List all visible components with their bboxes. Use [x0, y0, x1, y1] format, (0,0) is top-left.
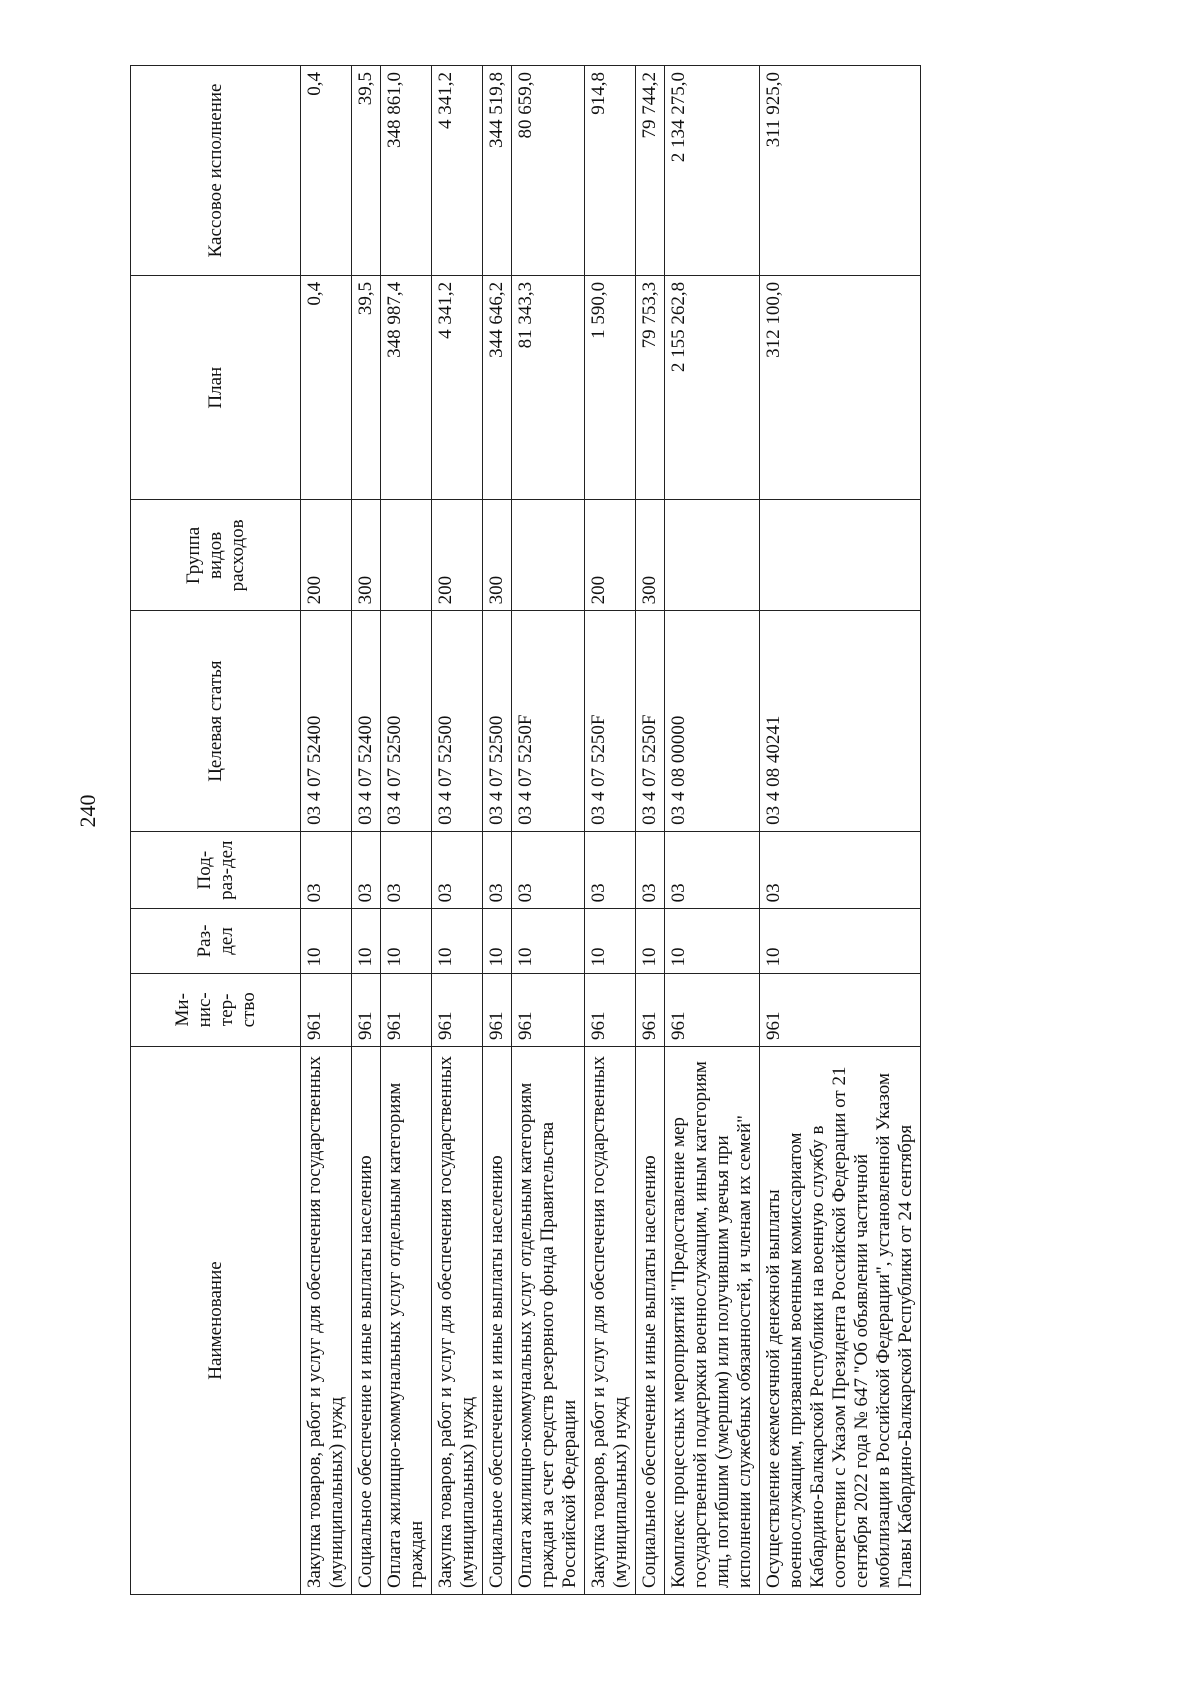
header-ministry: Ми-нис-тер-ство: [131, 973, 301, 1047]
row-subsection: 03: [381, 831, 432, 909]
budget-table-container: [130, 65, 1200, 1588]
row-target-article: 03 4 07 5250F: [636, 611, 665, 832]
row-expense-group: 300: [352, 500, 381, 611]
row-name: Оплата жилищно-коммунальных услуг отдельным категориям граждан: [381, 1047, 432, 1595]
row-section: 10: [381, 909, 432, 973]
row-target-article: 03 4 07 5250F: [585, 611, 636, 832]
row-cash-execution: 914,8: [585, 66, 636, 276]
header-name: Наименование: [131, 1047, 301, 1595]
header-target-article: Целевая статья: [131, 611, 301, 832]
row-plan: 4 341,2: [432, 275, 483, 500]
row-target-article: 03 4 08 40241: [760, 611, 921, 832]
row-expense-group: 300: [483, 500, 512, 611]
budget-table: [130, 65, 921, 1595]
row-subsection: 03: [585, 831, 636, 909]
table-row: [301, 66, 352, 1595]
row-ministry: 961: [665, 973, 760, 1047]
row-section: 10: [636, 909, 665, 973]
row-cash-execution: 0,4: [301, 66, 352, 276]
row-target-article: 03 4 07 5250F: [512, 611, 585, 832]
row-plan: 79 753,3: [636, 275, 665, 500]
table-row: [760, 66, 921, 1595]
row-subsection: 03: [512, 831, 585, 909]
row-target-article: 03 4 07 52400: [301, 611, 352, 832]
row-section: 10: [665, 909, 760, 973]
page-number: 240: [75, 794, 100, 828]
table-row: [381, 66, 432, 1595]
row-subsection: 03: [432, 831, 483, 909]
table-row: [665, 66, 760, 1595]
table-row: [352, 66, 381, 1595]
row-plan: 312 100,0: [760, 275, 921, 500]
table-row: [585, 66, 636, 1595]
row-name: Закупка товаров, работ и услуг для обеспечения государственных (муниципальных) нужд: [432, 1047, 483, 1595]
row-subsection: 03: [483, 831, 512, 909]
row-section: 10: [432, 909, 483, 973]
header-cash-execution: Кассовое исполнение: [131, 66, 301, 276]
row-plan: 81 343,3: [512, 275, 585, 500]
table-row: [483, 66, 512, 1595]
row-plan: 0,4: [301, 275, 352, 500]
row-name: Закупка товаров, работ и услуг для обеспечения государственных (муниципальных) нужд: [585, 1047, 636, 1595]
row-ministry: 961: [636, 973, 665, 1047]
row-target-article: 03 4 07 52500: [381, 611, 432, 832]
row-cash-execution: 2 134 275,0: [665, 66, 760, 276]
row-name: Осуществление ежемесячной денежной выплаты военнослужащим, призванным военным комиссариатом Кабардино-Балкарской Республики на военную службу в соответствии с Указом Президента Российской Федерации от 21 сентября 2022 года № 647 "Об объявлении частичной мобилизации в Российской Федерации", установленной Указом Главы Кабардино-Балкарской Республики от 24 сентября: [760, 1047, 921, 1595]
row-section: 10: [512, 909, 585, 973]
row-expense-group: [760, 500, 921, 611]
row-section: 10: [352, 909, 381, 973]
table-row: [636, 66, 665, 1595]
row-ministry: 961: [432, 973, 483, 1047]
row-target-article: 03 4 07 52500: [483, 611, 512, 832]
row-expense-group: 200: [585, 500, 636, 611]
row-target-article: 03 4 07 52400: [352, 611, 381, 832]
row-expense-group: 200: [301, 500, 352, 611]
row-expense-group: [512, 500, 585, 611]
row-subsection: 03: [760, 831, 921, 909]
row-ministry: 961: [760, 973, 921, 1047]
row-name: Оплата жилищно-коммунальных услуг отдельным категориям граждан за счет средств резервного фонда Правительства Российской Федерации: [512, 1047, 585, 1595]
row-ministry: 961: [483, 973, 512, 1047]
row-cash-execution: 344 519,8: [483, 66, 512, 276]
row-ministry: 961: [381, 973, 432, 1047]
row-section: 10: [483, 909, 512, 973]
header-row: [131, 66, 301, 1595]
row-cash-execution: 348 861,0: [381, 66, 432, 276]
row-name: Социальное обеспечение и иные выплаты населению: [483, 1047, 512, 1595]
table-row: [432, 66, 483, 1595]
row-expense-group: 200: [432, 500, 483, 611]
header-section: Раз-дел: [131, 909, 301, 973]
row-target-article: 03 4 08 00000: [665, 611, 760, 832]
row-expense-group: [665, 500, 760, 611]
row-subsection: 03: [665, 831, 760, 909]
row-plan: 344 646,2: [483, 275, 512, 500]
row-plan: 39,5: [352, 275, 381, 500]
header-plan: План: [131, 275, 301, 500]
row-name: Закупка товаров, работ и услуг для обеспечения государственных (муниципальных) нужд: [301, 1047, 352, 1595]
row-cash-execution: 39,5: [352, 66, 381, 276]
row-plan: 348 987,4: [381, 275, 432, 500]
row-name: Социальное обеспечение и иные выплаты населению: [636, 1047, 665, 1595]
row-cash-execution: 311 925,0: [760, 66, 921, 276]
row-section: 10: [760, 909, 921, 973]
row-plan: 1 590,0: [585, 275, 636, 500]
row-section: 10: [585, 909, 636, 973]
table-row: [512, 66, 585, 1595]
row-subsection: 03: [352, 831, 381, 909]
header-subsection: Под-раз-дел: [131, 831, 301, 909]
row-name: Социальное обеспечение и иные выплаты населению: [352, 1047, 381, 1595]
row-ministry: 961: [352, 973, 381, 1047]
row-expense-group: 300: [636, 500, 665, 611]
row-expense-group: [381, 500, 432, 611]
row-section: 10: [301, 909, 352, 973]
row-ministry: 961: [301, 973, 352, 1047]
row-cash-execution: 80 659,0: [512, 66, 585, 276]
header-expense-group: Группа видов расходов: [131, 500, 301, 611]
row-cash-execution: 79 744,2: [636, 66, 665, 276]
row-subsection: 03: [636, 831, 665, 909]
row-ministry: 961: [512, 973, 585, 1047]
row-plan: 2 155 262,8: [665, 275, 760, 500]
row-name: Комплекс процессных мероприятий "Предоставление мер государственной поддержки военнослужащим, иным категориям лиц, погибшим (умершим) или получившим увечья при исполнении служебных обязанностей, и членам их семей": [665, 1047, 760, 1595]
row-target-article: 03 4 07 52500: [432, 611, 483, 832]
row-cash-execution: 4 341,2: [432, 66, 483, 276]
row-subsection: 03: [301, 831, 352, 909]
row-ministry: 961: [585, 973, 636, 1047]
